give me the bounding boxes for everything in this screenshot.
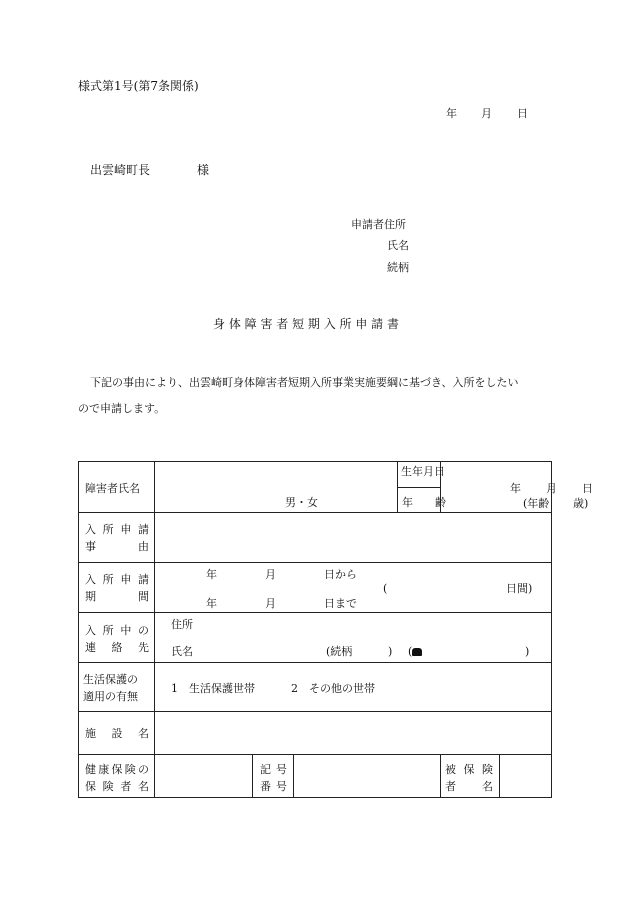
date-year: 年	[446, 107, 457, 120]
birth-age-label-cell	[398, 462, 446, 513]
body-line-2: ので申請します。	[78, 402, 166, 415]
table-row-contact	[79, 613, 552, 663]
label-admission-period: 入 所 申 請 期 間	[79, 563, 155, 613]
table-row-insurance	[79, 755, 552, 798]
admission-period-field[interactable]: 年 月 日から 年 月 日まで ( 日間)	[155, 563, 552, 613]
facility-name-field[interactable]	[155, 712, 552, 755]
applicant-relation-label: 続柄	[387, 261, 409, 274]
form-number: 様式第1号(第7条関係)	[78, 79, 199, 93]
birth-date-label: 生年月日	[401, 465, 445, 478]
label-welfare-status: 生活保護の 適用の有無	[79, 663, 155, 712]
label-admission-reason: 入 所 申 請 事 由	[79, 513, 155, 563]
age-label: 年 齢	[402, 496, 446, 509]
contact-field[interactable]: 住所 氏名 (続柄 ) ( )	[155, 613, 552, 663]
application-table	[78, 461, 593, 798]
birth-age-value-cell[interactable]: 年 月 日 (年齢 歳)	[441, 462, 552, 513]
label-disabled-person-name: 障害者氏名	[79, 462, 155, 513]
applicant-address-label: 申請者住所	[351, 218, 406, 231]
welfare-option-1[interactable]: 1 生活保護世帯	[171, 682, 255, 695]
disabled-person-name-cell[interactable]	[155, 462, 398, 513]
welfare-status-field[interactable]	[155, 663, 552, 712]
label-facility-name: 施 設 名	[79, 712, 155, 755]
label-insured-person-name: 被 保 険 者 名	[441, 755, 500, 798]
gender-choice[interactable]: 男・女	[285, 496, 318, 509]
date-day: 日	[517, 107, 528, 120]
admission-reason-field[interactable]	[155, 513, 552, 563]
insurer-name-field[interactable]	[155, 755, 253, 798]
label-insurer-name: 健 康 保 険 の 保 険 者 名	[79, 755, 155, 798]
date-month: 月	[481, 107, 492, 120]
label-symbol-number: 記 号 番 号	[253, 755, 294, 798]
table-row-period	[79, 563, 552, 613]
welfare-option-2[interactable]: 2 その他の世帯	[291, 682, 375, 695]
telephone-icon	[412, 648, 422, 656]
insured-person-name-field[interactable]	[500, 755, 552, 798]
applicant-name-label: 氏名	[387, 239, 409, 252]
table-row-name	[79, 462, 552, 513]
table-row-reason	[79, 513, 552, 563]
label-contact-during-stay: 入 所 中 の 連 絡 先	[79, 613, 155, 663]
document-title: 身 体 障 害 者 短 期 入 所 申 請 書	[213, 317, 399, 331]
addressee-honorific: 様	[197, 163, 210, 177]
addressee-name: 出雲崎町長	[90, 163, 151, 177]
table-row-welfare	[79, 663, 552, 712]
body-line-1: 下記の事由により、出雲崎町身体障害者短期入所事業実施要綱に基づき、入所をしたい	[90, 376, 519, 389]
table-row-facility	[79, 712, 552, 755]
symbol-number-field[interactable]	[294, 755, 441, 798]
